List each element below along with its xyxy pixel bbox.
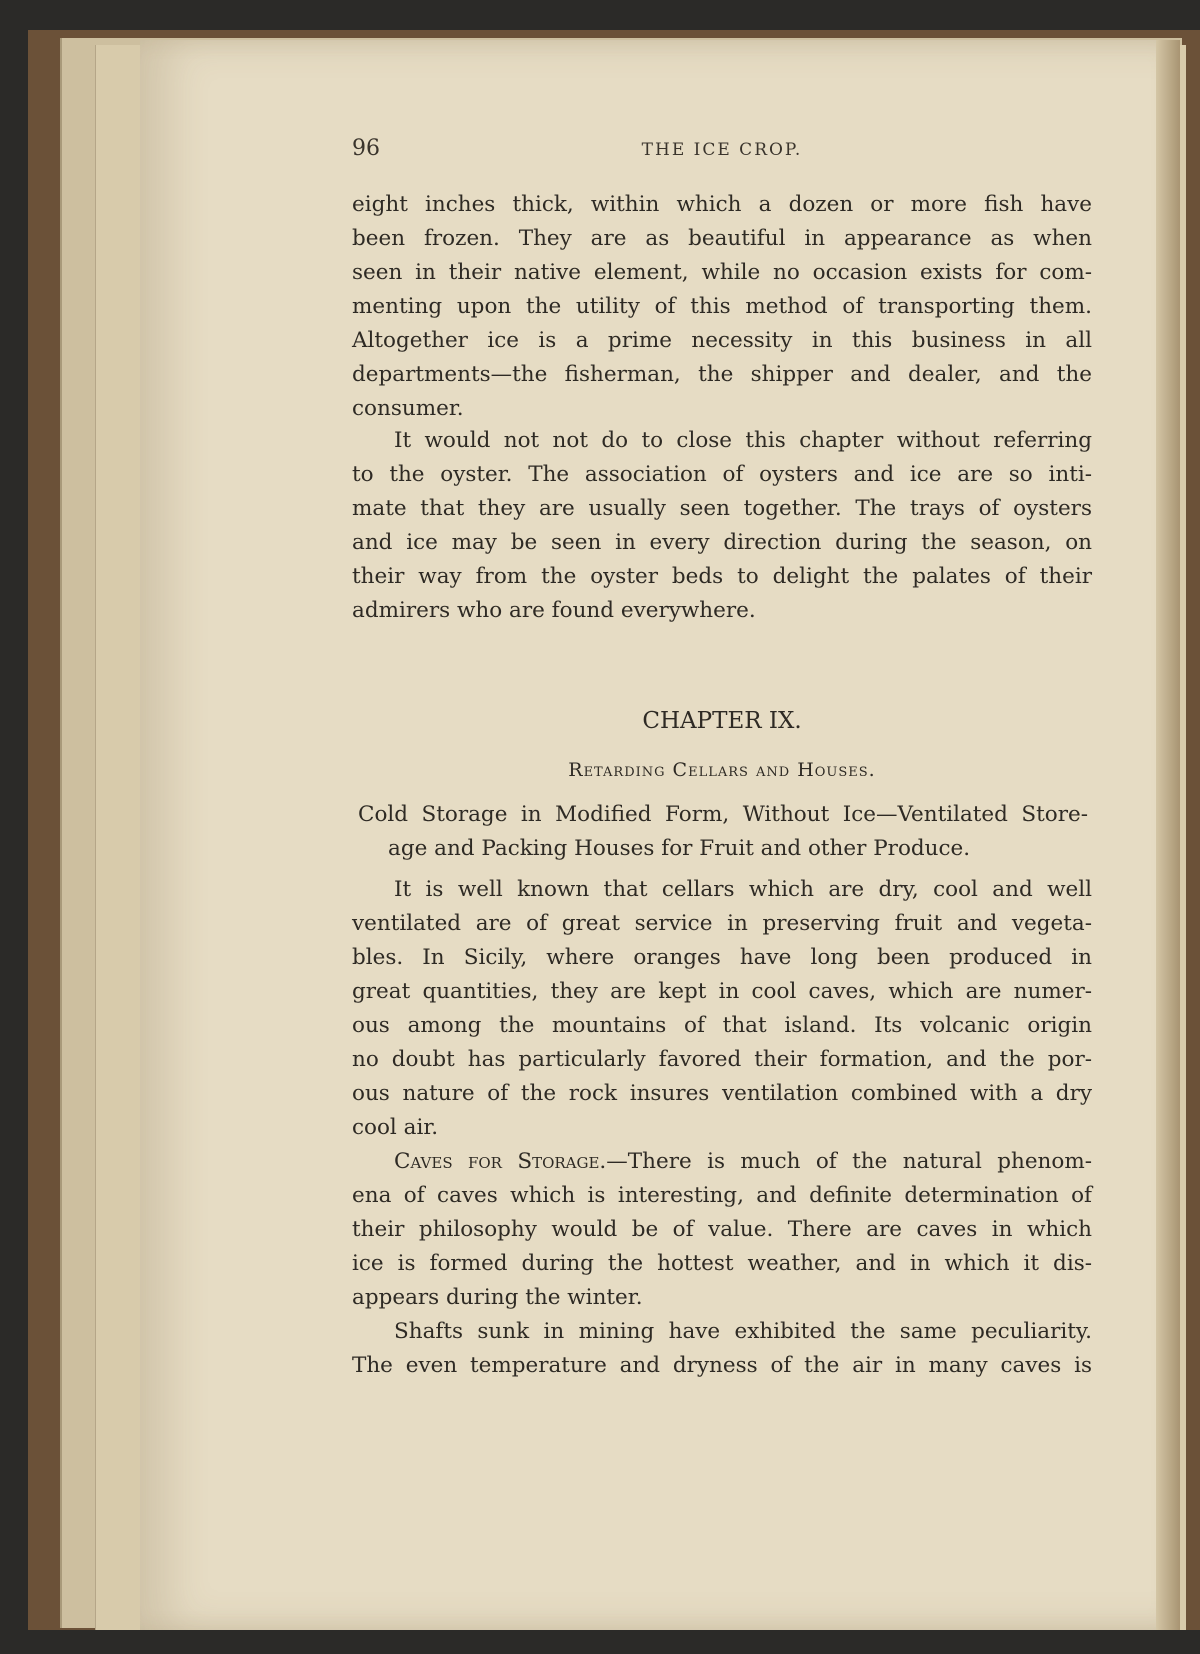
text-line: menting upon the utility of this method of transporting them.: [352, 294, 1092, 319]
text-line: ous nature of the rock insures ventilation combined with a dry: [352, 1081, 1092, 1106]
text-line: great quantities, they are kept in cool caves, which are numer-: [352, 979, 1092, 1004]
text-line: ena of caves which is interesting, and definite determination of: [352, 1183, 1092, 1208]
text-line: seen in their native element, while no occasion exists for com-: [352, 260, 1092, 285]
text-line: Cold Storage in Modified Form, Without Ice—Ventilated Store-: [358, 802, 1088, 827]
paragraph-3: [352, 873, 1092, 1145]
paragraph-1: [352, 188, 1092, 426]
text-line: consumer.: [352, 396, 464, 421]
page-header: [352, 136, 1092, 170]
text-span: —There is much of the natural phenom-: [606, 1149, 1093, 1174]
text-line: been frozen. They are as beautiful in appearance as when: [352, 226, 1092, 251]
text-line: It would not not do to close this chapter without referring: [394, 428, 1092, 453]
paragraph-5: [352, 1315, 1092, 1383]
running-head: THE ICE CROP.: [641, 140, 803, 160]
text-line: Shafts sunk in mining have exhibited the same peculiarity.: [394, 1319, 1092, 1344]
text-line: Altogether ice is a prime necessity in this business in all: [352, 328, 1092, 353]
text-line: eight inches thick, within which a dozen or more fish have: [352, 192, 1092, 217]
chapter-title: CHAPTER IX.: [642, 708, 802, 734]
text-line: their philosophy would be of value. There are caves in which: [352, 1217, 1092, 1242]
text-line: cool air.: [352, 1115, 439, 1140]
text-line: their way from the oyster beds to delight the palates of their: [352, 564, 1092, 589]
text-line: ventilated are of great service in preserving fruit and vegeta-: [352, 911, 1092, 936]
text-line: and ice may be seen in every direction during the season, on: [352, 530, 1092, 555]
text-line: departments—the fisherman, the shipper and dealer, and the: [352, 362, 1092, 387]
paragraph-2: [352, 424, 1092, 628]
text-line: The even temperature and dryness of the air in many caves is: [352, 1353, 1092, 1378]
text-line: It is well known that cellars which are dry, cool and well: [394, 877, 1092, 902]
paragraph-4: [352, 1145, 1092, 1315]
chapter-summary: [358, 798, 1088, 866]
text-line: [352, 1145, 1092, 1179]
text-line: no doubt has particularly favored their formation, and the por-: [352, 1047, 1092, 1072]
section-heading: Caves for Storage.: [394, 1149, 607, 1174]
text-line: mate that they are usually seen together. The trays of oysters: [352, 496, 1092, 521]
chapter-subtitle: Retarding Cellars and Houses.: [568, 759, 876, 781]
page-number: 96: [352, 136, 380, 161]
text-line: ous among the mountains of that island. Its volcanic origin: [352, 1013, 1092, 1038]
text-line: ice is formed during the hottest weather, and in which it dis-: [352, 1251, 1092, 1276]
text-line: age and Packing Houses for Fruit and other Produce.: [388, 836, 971, 861]
text-line: appears during the winter.: [352, 1285, 643, 1310]
text-line: admirers who are found everywhere.: [352, 598, 756, 623]
gutter-shadow: [1156, 40, 1180, 1630]
text-line: bles. In Sicily, where oranges have long been produced in: [352, 945, 1092, 970]
text-line: to the oyster. The association of oysters and ice are so inti-: [352, 462, 1092, 487]
